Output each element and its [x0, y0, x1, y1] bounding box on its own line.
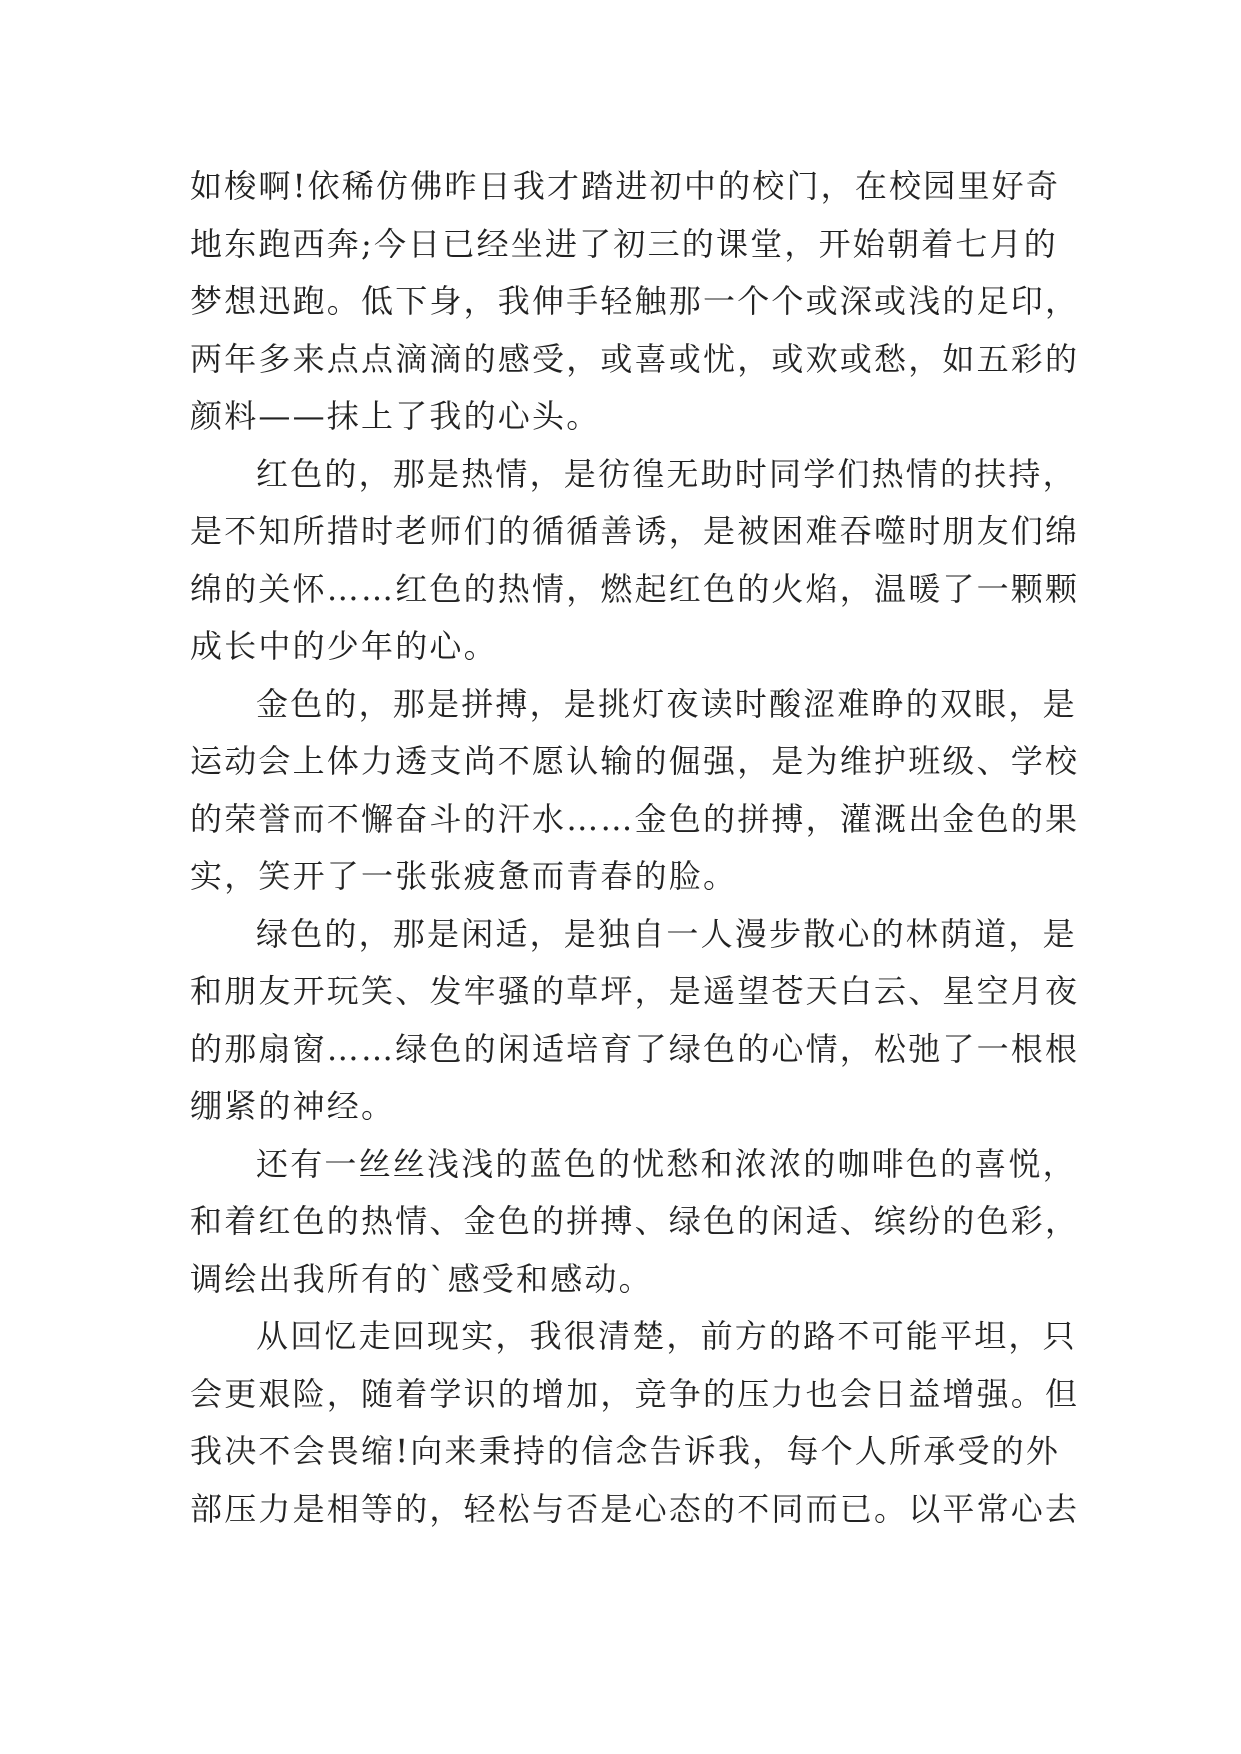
text-line: 绷紧的神经。 [190, 1087, 396, 1125]
text-line: 是不知所措时老师们的循循善诱，是被困难吞噬时朋友们绵 [190, 512, 1080, 550]
paragraph-first-line: 还有一丝丝浅浅的蓝色的忧愁和浓浓的咖啡色的喜悦， [256, 1144, 1077, 1183]
paragraph-first-line: 红色的，那是热情，是彷徨无助时同学们热情的扶持， [256, 454, 1077, 493]
text-line: 的那扇窗……绿色的闲适培育了绿色的心情，松弛了一根根 [190, 1029, 1080, 1068]
text-line: 部压力是相等的，轻松与否是心态的不同而已。以平常心去 [190, 1489, 1080, 1528]
paragraph-first-line: 金色的，那是拼搏，是挑灯夜读时酸涩难睁的双眼，是 [256, 684, 1077, 723]
text-line: 绵的关怀……红色的热情，燃起红色的火焰，温暖了一颗颗 [190, 569, 1080, 608]
text-line: 和朋友开玩笑、发牢骚的草坪，是遥望苍天白云、星空月夜 [190, 972, 1080, 1010]
paragraph-first-line: 从回忆走回现实，我很清楚，前方的路不可能平坦，只 [256, 1317, 1077, 1355]
document-body [190, 158, 1080, 1538]
text-line: 地东跑西奔;今日已经坐进了初三的课堂，开始朝着七月的 [190, 224, 1058, 263]
text-line: 运动会上体力透支尚不愿认输的倔强，是为维护班级、学校 [190, 742, 1080, 780]
text-line: 我决不会畏缩!向来秉持的信念告诉我，每个人所承受的外 [190, 1432, 1061, 1470]
text-line: 如梭啊!依稀仿佛昨日我才踏进初中的校门，在校园里好奇 [190, 167, 1061, 205]
text-line: 颜料——抹上了我的心头。 [190, 397, 601, 435]
text-line: 和着红色的热情、金色的拼搏、绿色的闲适、缤纷的色彩， [190, 1202, 1080, 1240]
text-line: 实，笑开了一张张疲惫而青春的脸。 [190, 857, 738, 895]
paragraph-first-line: 绿色的，那是闲适，是独自一人漫步散心的林荫道，是 [256, 914, 1077, 953]
text-line: 调绘出我所有的`感受和感动。 [190, 1259, 653, 1298]
text-line: 两年多来点点滴滴的感受，或喜或忧，或欢或愁，如五彩的 [190, 339, 1080, 378]
text-line: 成长中的少年的心。 [190, 627, 498, 665]
text-line: 的荣誉而不懈奋斗的汗水……金色的拼搏，灌溉出金色的果 [190, 799, 1080, 838]
text-line: 梦想迅跑。低下身，我伸手轻触那一个个或深或浅的足印， [190, 282, 1080, 320]
text-line: 会更艰险，随着学识的增加，竞争的压力也会日益增强。但 [190, 1374, 1080, 1413]
